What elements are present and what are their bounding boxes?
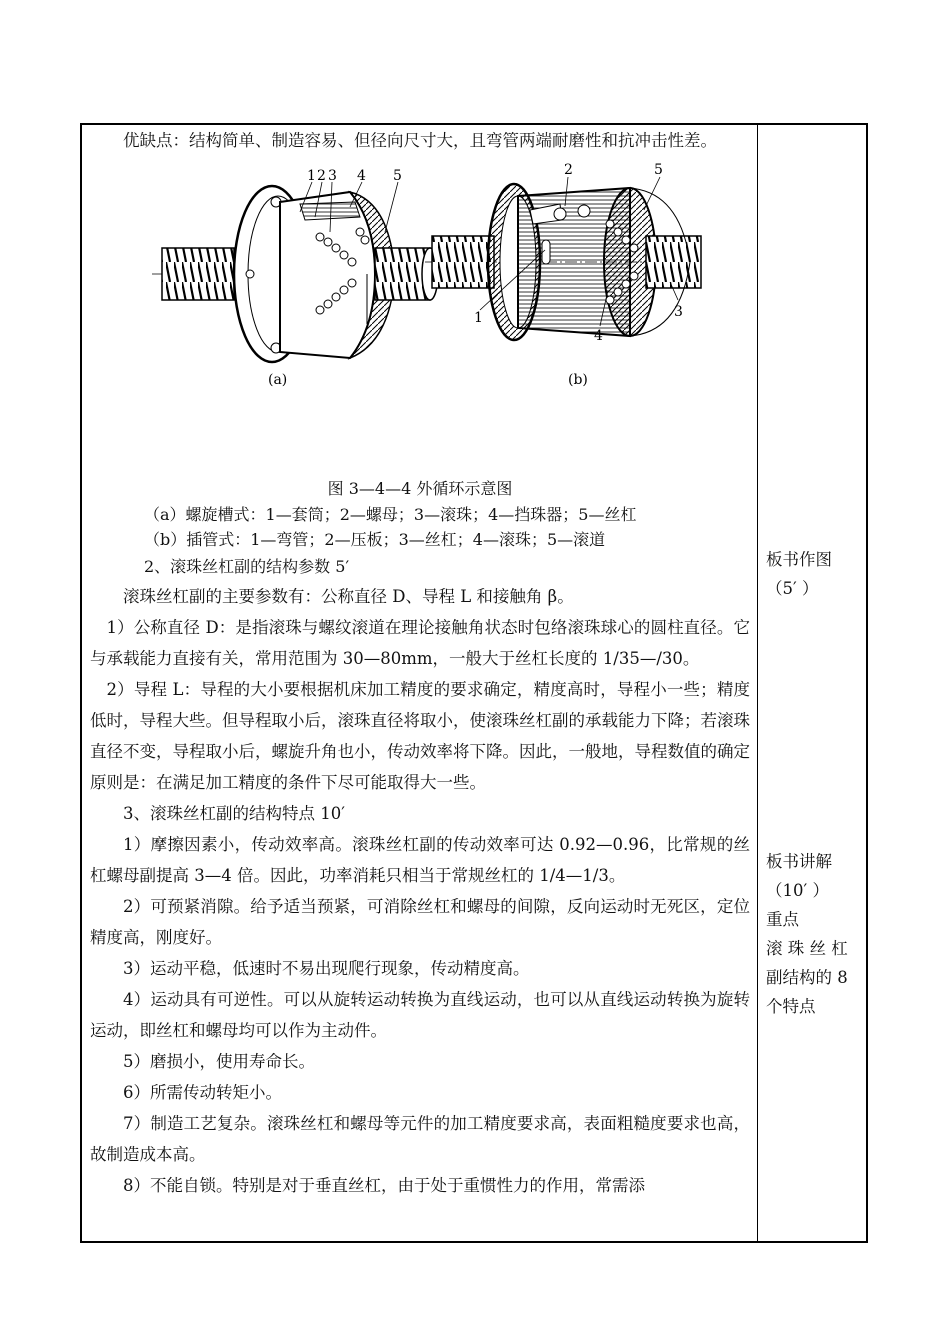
ball-screw-figure: [90, 162, 750, 408]
feature-item: 2）可预紧消隙。给予适当预紧，可消除丝杠和螺母的间隙，反向运动时无死区，定位精度高，刚度好。: [90, 897, 750, 947]
figure-a-drawing: [152, 182, 438, 362]
label-a-4: 4: [357, 168, 366, 184]
note-key-line1: 滚 珠 丝 杠: [766, 939, 848, 958]
external-circulation-diagram: [150, 162, 710, 408]
note-drawing: [766, 545, 832, 603]
label-b-4: 4: [594, 328, 603, 344]
label-a-2: 2: [317, 168, 326, 184]
feature-item: 3）运动平稳，低速时不易出现爬行现象，传动精度高。: [123, 959, 530, 978]
label-b-5: 5: [654, 162, 663, 178]
label-a-1: 1: [307, 168, 316, 184]
content-column: [90, 125, 750, 1201]
column-divider: [757, 125, 758, 1241]
feature-item: 6）所需传动转矩小。: [123, 1083, 282, 1102]
feature-item: 5）磨损小，使用寿命长。: [123, 1052, 315, 1071]
label-a-3: 3: [328, 168, 337, 184]
figure-b-drawing: [425, 177, 701, 340]
subfigure-a-label: (a): [268, 372, 288, 388]
lesson-table: [80, 123, 868, 1243]
figure-caption: 图 3—4—4 外循环示意图: [327, 479, 513, 498]
note-drawing-time: （5′ ）: [766, 579, 819, 598]
note-drawing-title: 板书作图: [766, 550, 832, 569]
feature-item: 8）不能自锁。特别是对于垂直丝杠，由于处于重惯性力的作用，常需添: [123, 1176, 645, 1195]
feature-item: 1）摩擦因素小，传动效率高。滚珠丝杠副的传动效率可达 0.92—0.96，比常规的丝杠螺母副提高 3—4 倍。因此，功率消耗只相当于常规丝杠的 1/4—1/3。: [90, 835, 750, 885]
label-b-3: 3: [674, 304, 683, 320]
legend-a: （a）螺旋槽式：1—套筒；2—螺母；3—滚珠；4—挡珠器；5—丝杠: [144, 505, 637, 524]
param-diameter: 1）公称直径 D：是指滚珠与螺纹滚道在理论接触角状态时包络滚珠球心的圆柱直径。它与承载能力直接有关，常用范围为 30—80mm，一般大于丝杠长度的 1/35—/30。: [90, 618, 750, 668]
param-lead: 2）导程 L：导程的大小要根据机床加工精度的要求确定，精度高时，导程小一些；精度低时，导程大些。但导程取小后，滚珠直径将取小，使滚珠丝杠副的承载能力下降；若滚珠直径不变，导程取小后，螺旋升角也小，传动效率将下降。因此，一般地，导程数值的确定原则是：在满足加工精度的条件下尽可能取得大一些。: [90, 680, 750, 792]
label-a-5: 5: [393, 168, 402, 184]
note-key-line2: 副结构的 8: [766, 968, 848, 987]
section2-heading: 2、滚珠丝杠副的结构参数 5′: [144, 557, 350, 576]
note-key-point: 重点: [766, 910, 799, 929]
note-key-line3: 个特点: [766, 997, 816, 1016]
label-b-2: 2: [564, 162, 573, 178]
note-explain: [766, 847, 848, 1021]
note-explain-title: 板书讲解: [766, 852, 832, 871]
intro-paragraph: 优缺点：结构简单、制造容易、但径向尺寸大，且弯管两端耐磨性和抗冲击性差。: [123, 131, 717, 150]
feature-item: 7）制造工艺复杂。滚珠丝杠和螺母等元件的加工精度要求高，表面粗糙度要求也高，故制造成本高。: [90, 1114, 750, 1164]
note-explain-time: （10′ ）: [766, 881, 829, 900]
legend-b: （b）插管式：1—弯管；2—压板；3—丝杠；4—滚珠；5—滚道: [144, 530, 606, 549]
section2-lead: 滚珠丝杠副的主要参数有：公称直径 D、导程 L 和接触角 β。: [123, 587, 574, 606]
subfigure-b-label: (b): [568, 372, 588, 388]
section3-heading: 3、滚珠丝杠副的结构特点 10′: [123, 804, 345, 823]
label-b-1: 1: [474, 310, 483, 326]
feature-item: 4）运动具有可逆性。可以从旋转运动转换为直线运动，也可以从直线运动转换为旋转运动，即丝杠和螺母均可以作为主动件。: [90, 990, 750, 1040]
